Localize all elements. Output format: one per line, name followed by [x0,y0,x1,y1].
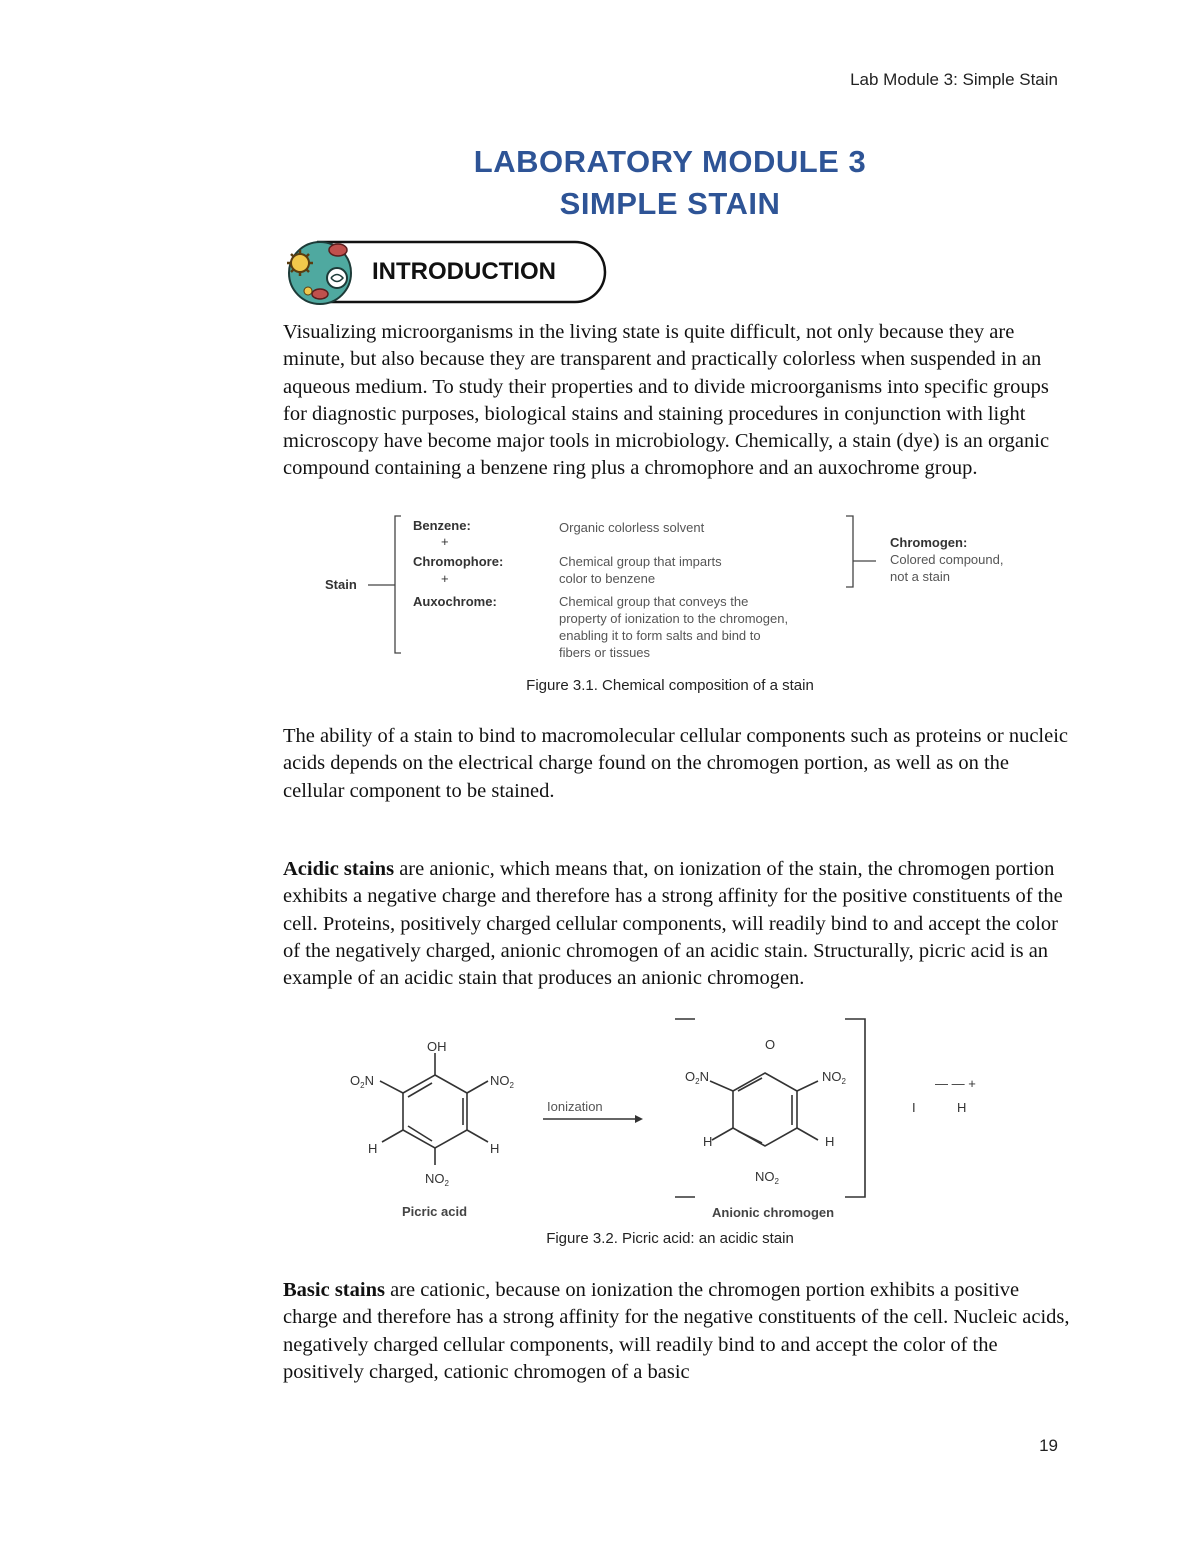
picric-o2n: $O_2N$ [350,1073,374,1090]
fig1-chromogen-desc-2: not a stain [890,569,950,584]
charge-marks: — — + [935,1076,976,1091]
basic-stains-text: are cationic, because on ionization the chromogen portion exhibits a positive charge and therefore has a strong affinity for the negative constituents of the cell. Nucleic acids, negatively charged cellular components, will readily bind to and accept the color of the positively charged, cationic chromogen of a basic [283,1279,1070,1383]
fig1-chromophore-desc-1: Chemical group that imparts [559,554,722,569]
paragraph-basic-stains [283,1277,1073,1386]
fig1-chromogen-desc-1: Colored compound, [890,552,1004,567]
anion-o2n: $O_2N$ [685,1069,709,1086]
ion-h: H [957,1100,967,1115]
ionization-label: Ionization [547,1099,603,1114]
fig1-auxochrome-label: Auxochrome: [413,594,497,609]
anion-o: O [765,1037,776,1052]
term-basic-stains: Basic stains [283,1279,385,1301]
microbe-icon [280,236,360,308]
fig1-stain-label: Stain [325,577,357,592]
page-title-line1: LABORATORY MODULE 3 [473,144,867,179]
paragraph-binding [283,723,1073,805]
paragraph-binding-text: The ability of a stain to bind to macromolecular cellular components such as proteins or nucleic acids depends on the electrical charge found on the chromogen portion, as well as on the cellular component to be stained. [283,725,1069,802]
fig1-auxochrome-desc-1: Chemical group that conveys the [559,594,749,609]
ion-left: I [912,1100,916,1115]
picric-acid-label: Picric acid [402,1204,468,1219]
page-title-line2: SIMPLE STAIN [559,186,781,221]
running-header: Lab Module 3: Simple Stain [850,70,1058,89]
paragraph-acidic-stains [283,856,1073,992]
section-heading-label: INTRODUCTION [372,258,556,285]
fig1-plus-2: + [441,571,449,586]
anion-h-left: H [703,1134,713,1149]
fig1-plus-1: + [441,534,449,549]
anion-no2-bottom: $NO_2$ [755,1169,779,1186]
anionic-chromogen-label: Anionic chromogen [712,1205,835,1220]
picric-h-right: H [490,1141,500,1156]
figure-stain-composition [320,512,1060,667]
figure2-caption: Figure 3.2. Picric acid: an acidic stain [546,1230,794,1247]
figure-picric-acid [340,1015,1020,1223]
intro-paragraph [283,319,1073,483]
anion-h-right: H [825,1134,835,1149]
picric-oh: OH [427,1039,447,1054]
fig1-auxochrome-desc-2: property of ionization to the chromogen, [559,611,789,626]
fig1-chromogen-label: Chromogen: [890,535,968,550]
fig1-auxochrome-desc-4: fibers or tissues [559,645,651,660]
intro-paragraph-text: Visualizing microorganisms in the living state is quite difficult, not only because they are minute, but also because they are transparent and practically colorless when suspended in an aqueous medium. To study their properties and to divide microorganisms into specific groups for diagnostic purposes, biological stains and staining procedures in conjunction with light microscopy have become major tools in microbiology. Chemically, a stain (dye) is an organic compound containing a benzene ring plus a chromophore and an auxochrome group. [283,321,1050,480]
fig1-benzene-label: Benzene: [413,518,471,533]
fig1-benzene-desc: Organic colorless solvent [559,520,705,535]
anion-no2-right: $NO_2$ [822,1069,846,1086]
acidic-stains-text: are anionic, which means that, on ionization of the stain, the chromogen portion exhibits a negative charge and therefore has a strong affinity for the positive constituents of the cell. Proteins, positively charged cellular components, will readily bind to and accept the color of the negatively charged, anionic chromogen of an acidic stain. Structurally, picric acid is an example of an acidic stain that produces an anionic chromogen. [283,858,1063,990]
picric-no2-bottom: $NO_2$ [425,1171,449,1188]
fig1-chromophore-desc-2: color to benzene [559,571,656,586]
picric-h-left: H [368,1141,378,1156]
term-acidic-stains: Acidic stains [283,858,395,880]
page-number: 19 [1039,1436,1058,1455]
ionization-arrow [543,1115,643,1123]
fig1-chromophore-label: Chromophore: [413,554,504,569]
fig1-auxochrome-desc-3: enabling it to form salts and bind to [559,628,761,643]
figure1-caption: Figure 3.1. Chemical composition of a stain [526,677,814,694]
picric-no2-right: $NO_2$ [490,1073,514,1090]
